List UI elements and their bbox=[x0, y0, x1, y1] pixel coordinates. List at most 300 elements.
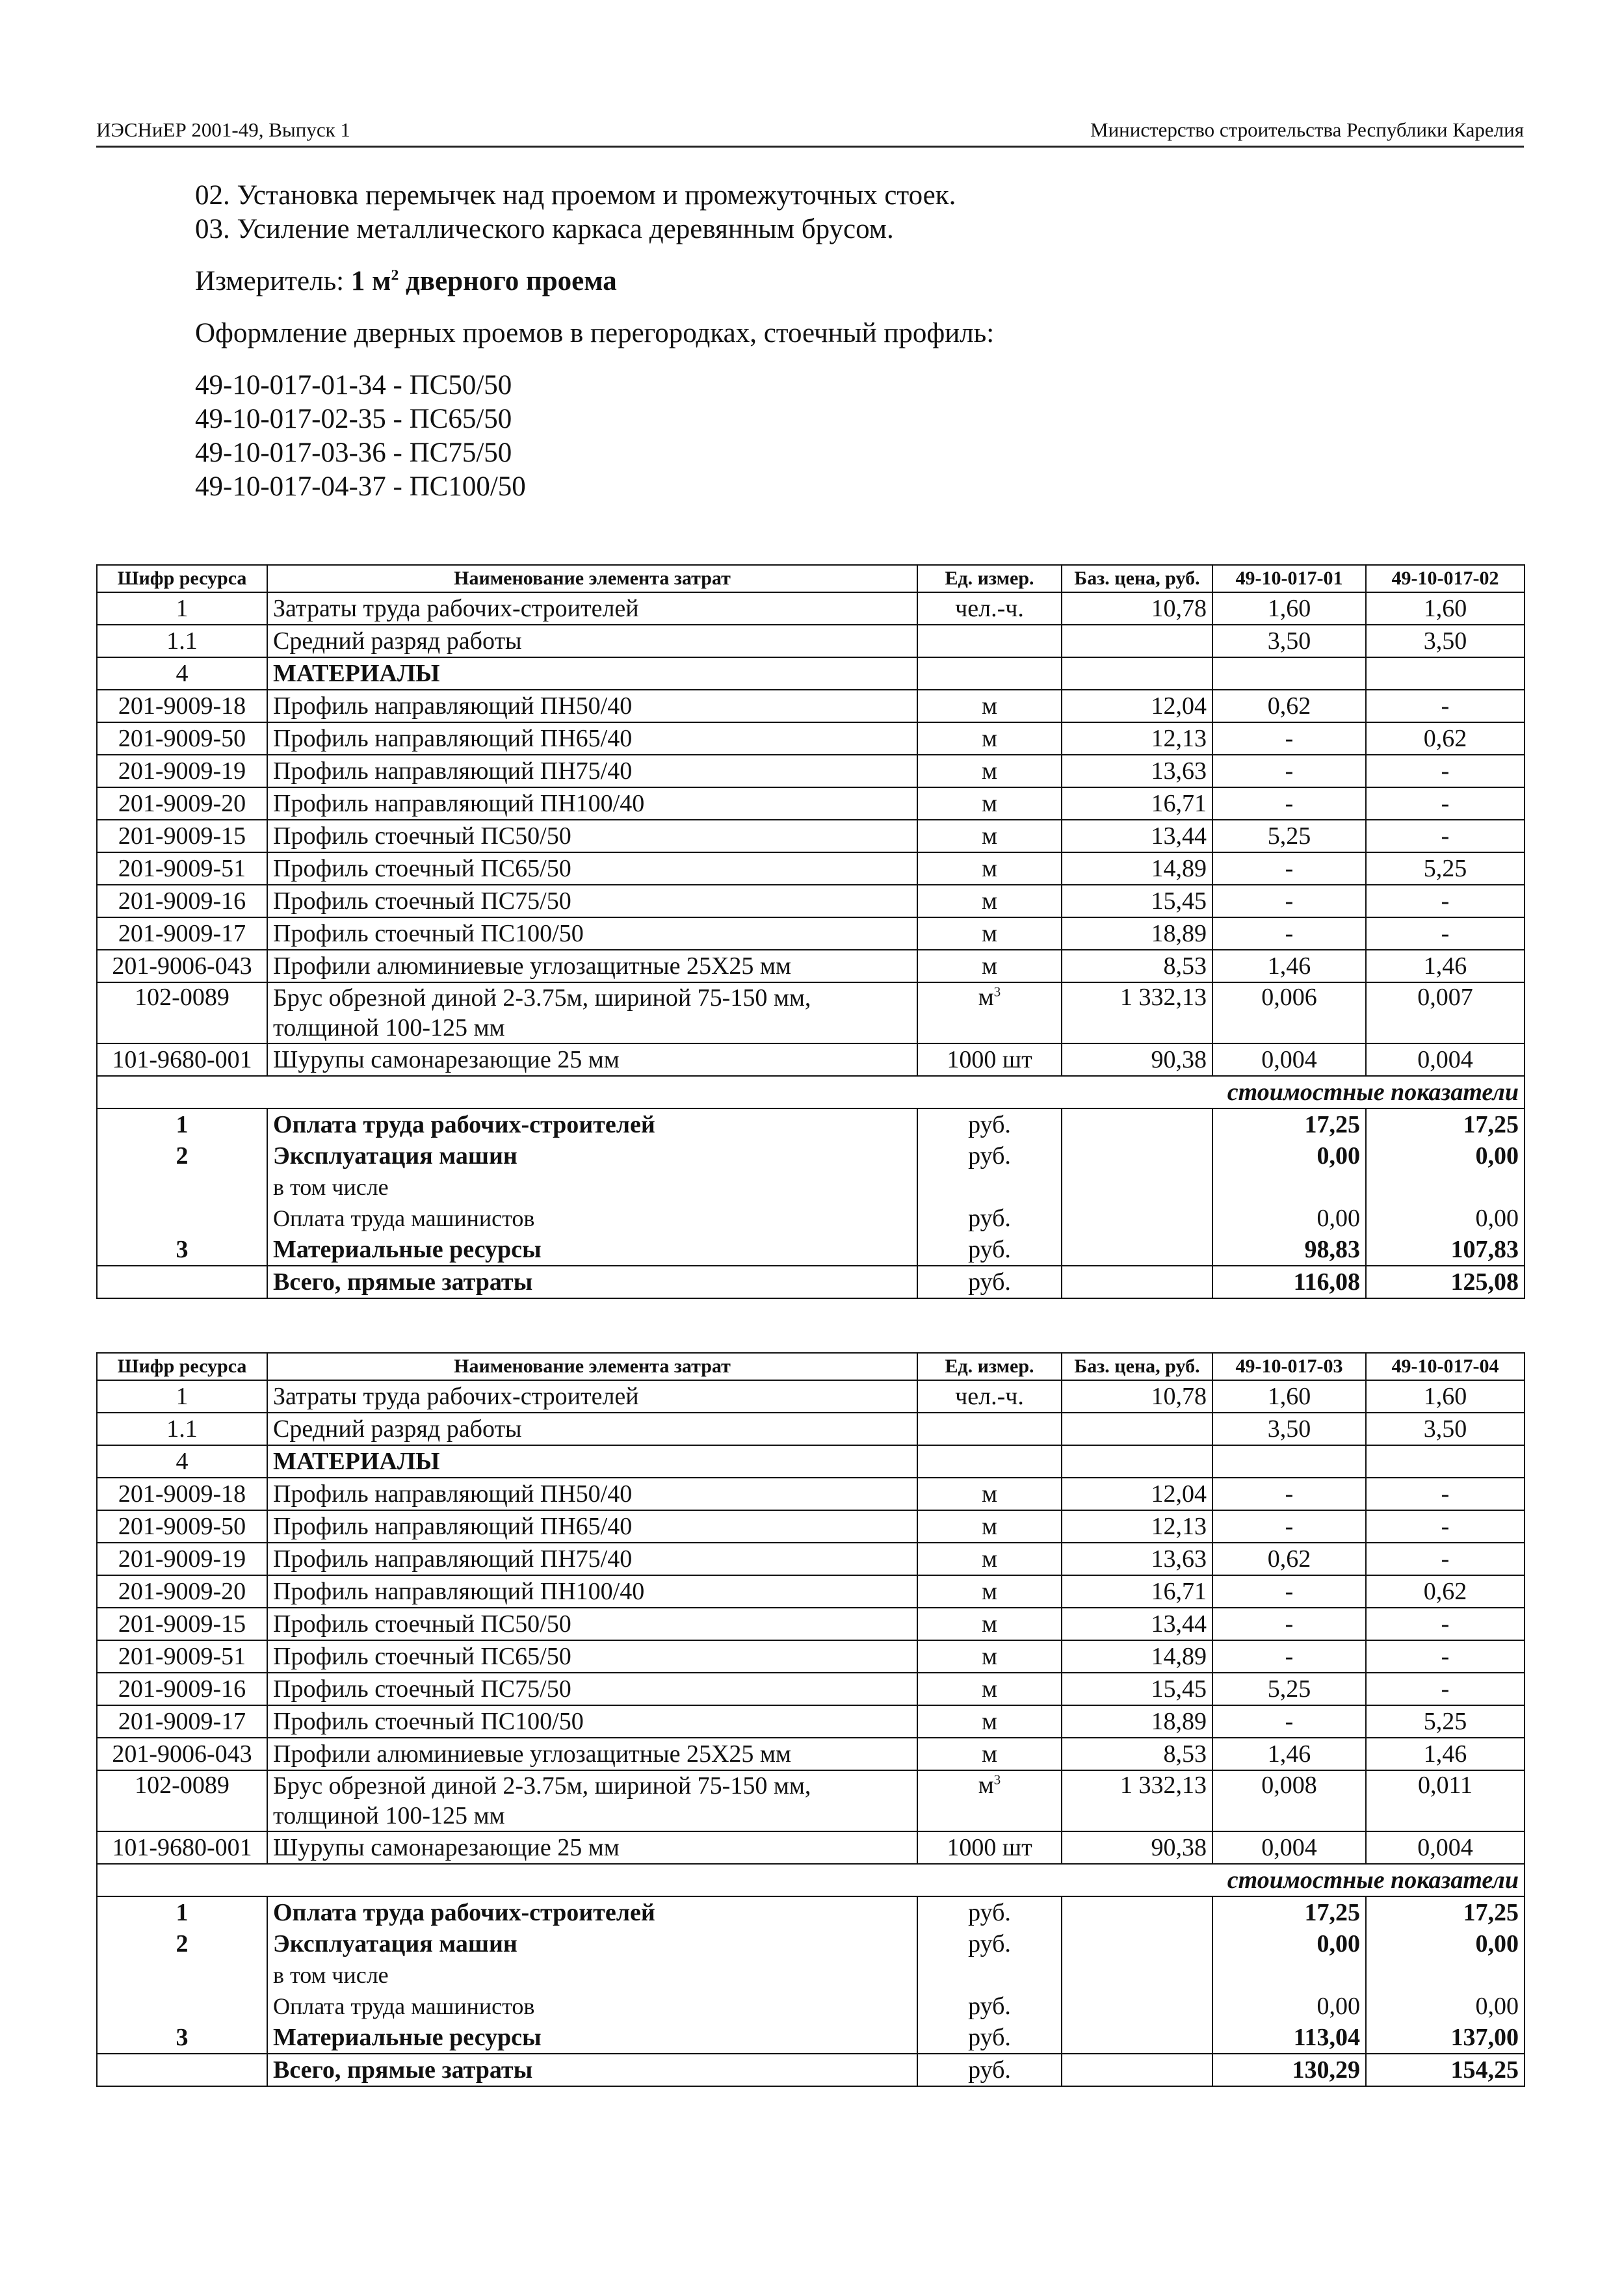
value-b: 0,007 bbox=[1366, 982, 1525, 1043]
cost-empty bbox=[1062, 1928, 1212, 1959]
resource-name: Профиль стоечный ПС75/50 bbox=[267, 885, 917, 917]
value-a: - bbox=[1212, 787, 1366, 820]
base-price: 1 332,13 bbox=[1062, 1770, 1212, 1831]
header-right: Министерство строительства Республики Карелия bbox=[1090, 118, 1524, 141]
resource-unit bbox=[917, 1380, 1062, 1413]
resource-unit bbox=[917, 690, 1062, 722]
cost-value-a bbox=[1212, 1172, 1366, 1203]
unit-text: м bbox=[981, 887, 998, 915]
cost-unit: руб. bbox=[917, 2054, 1062, 2086]
intro-line: 02. Установка перемычек над проемом и промежуточных стоек. bbox=[195, 180, 956, 211]
page-header bbox=[96, 116, 1524, 148]
cost-name: Материальные ресурсы bbox=[267, 2022, 917, 2054]
cost-value-a: 0,00 bbox=[1212, 1140, 1366, 1172]
resource-name: Профиль направляющий ПН65/40 bbox=[267, 722, 917, 755]
table-row bbox=[97, 787, 1525, 820]
cost-value-b: 154,25 bbox=[1366, 2054, 1525, 2086]
cost-name: в том числе bbox=[267, 1959, 917, 1991]
value-a bbox=[1212, 1445, 1366, 1478]
col-header-unit: Ед. измер. bbox=[917, 1353, 1062, 1380]
unit-text: м bbox=[981, 855, 998, 882]
estimate-table-1 bbox=[96, 564, 1525, 1299]
unit-text: 1000 шт bbox=[947, 1834, 1032, 1861]
resource-name: Брус обрезной диной 2-3.75м, шириной 75-150 мм, толщиной 100-125 мм bbox=[267, 982, 917, 1043]
intro-block bbox=[195, 179, 994, 504]
value-a: 1,46 bbox=[1212, 1738, 1366, 1770]
cost-value-b: 17,25 bbox=[1366, 1896, 1525, 1928]
value-b: 1,46 bbox=[1366, 950, 1525, 982]
resource-code: 1 bbox=[97, 592, 267, 625]
base-price: 12,04 bbox=[1062, 1478, 1212, 1510]
cost-value-a: 0,00 bbox=[1212, 1928, 1366, 1959]
cost-unit: руб. bbox=[917, 1234, 1062, 1266]
value-a: - bbox=[1212, 1608, 1366, 1640]
unit-text: м bbox=[981, 822, 998, 850]
resource-name: Профиль направляющий ПН65/40 bbox=[267, 1510, 917, 1543]
col-header-unit: Ед. измер. bbox=[917, 565, 1062, 592]
cost-row bbox=[97, 1959, 1525, 1991]
base-price: 18,89 bbox=[1062, 1705, 1212, 1738]
table-row bbox=[97, 1478, 1525, 1510]
cost-code bbox=[97, 1266, 267, 1298]
cost-name: Материальные ресурсы bbox=[267, 1234, 917, 1266]
cost-row bbox=[97, 1991, 1525, 2022]
header-row bbox=[97, 1353, 1525, 1380]
col-header-price: Баз. цена, руб. bbox=[1062, 565, 1212, 592]
cost-row bbox=[97, 1266, 1525, 1298]
cost-unit: руб. bbox=[917, 1203, 1062, 1234]
value-b: - bbox=[1366, 1543, 1525, 1575]
stoim-row bbox=[97, 1864, 1525, 1896]
value-a: 0,62 bbox=[1212, 690, 1366, 722]
resource-code: 1 bbox=[97, 1380, 267, 1413]
unit-text: м bbox=[978, 984, 994, 1011]
table-row bbox=[97, 917, 1525, 950]
unit-sup: 3 bbox=[993, 1772, 1001, 1788]
unit-text: м bbox=[981, 952, 998, 980]
cost-value-b: 107,83 bbox=[1366, 1234, 1525, 1266]
resource-code: 201-9009-19 bbox=[97, 1543, 267, 1575]
resource-unit bbox=[917, 1673, 1062, 1705]
col-header-code: Шифр ресурса bbox=[97, 565, 267, 592]
value-a bbox=[1212, 657, 1366, 690]
resource-code: 101-9680-001 bbox=[97, 1043, 267, 1076]
base-price bbox=[1062, 657, 1212, 690]
cost-empty bbox=[1062, 1991, 1212, 2022]
cost-name: Оплата труда рабочих-строителей bbox=[267, 1896, 917, 1928]
value-b: - bbox=[1366, 1673, 1525, 1705]
stoim-label: стоимостные показатели bbox=[97, 1864, 1525, 1896]
resource-code: 201-9009-51 bbox=[97, 852, 267, 885]
value-b: - bbox=[1366, 917, 1525, 950]
base-price: 1 332,13 bbox=[1062, 982, 1212, 1043]
resource-unit bbox=[917, 1413, 1062, 1445]
header-row bbox=[97, 565, 1525, 592]
cost-value-a bbox=[1212, 1959, 1366, 1991]
cost-value-b: 0,00 bbox=[1366, 1203, 1525, 1234]
value-b: 0,004 bbox=[1366, 1831, 1525, 1864]
unit-text: чел.-ч. bbox=[955, 595, 1024, 622]
value-a: 1,60 bbox=[1212, 592, 1366, 625]
base-price: 90,38 bbox=[1062, 1831, 1212, 1864]
cost-code bbox=[97, 1203, 267, 1234]
code-line: 49-10-017-01-34 - ПС50/50 bbox=[195, 370, 512, 400]
resource-code: 201-9009-18 bbox=[97, 1478, 267, 1510]
cost-name: Оплата труда рабочих-строителей bbox=[267, 1108, 917, 1140]
cost-name: Всего, прямые затраты bbox=[267, 2054, 917, 2086]
resource-name: Затраты труда рабочих-строителей bbox=[267, 1380, 917, 1413]
resource-name: МАТЕРИАЛЫ bbox=[267, 657, 917, 690]
resource-code: 201-9009-17 bbox=[97, 1705, 267, 1738]
cost-code bbox=[97, 1959, 267, 1991]
value-a: - bbox=[1212, 852, 1366, 885]
cost-name: Оплата труда машинистов bbox=[267, 1203, 917, 1234]
base-price: 13,63 bbox=[1062, 755, 1212, 787]
value-b: 3,50 bbox=[1366, 1413, 1525, 1445]
cost-value-b bbox=[1366, 1172, 1525, 1203]
table-row bbox=[97, 1640, 1525, 1673]
cost-value-b: 0,00 bbox=[1366, 1991, 1525, 2022]
table-row bbox=[97, 1608, 1525, 1640]
cost-value-a: 0,00 bbox=[1212, 1203, 1366, 1234]
resource-name: МАТЕРИАЛЫ bbox=[267, 1445, 917, 1478]
cost-empty bbox=[1062, 1203, 1212, 1234]
col-header-code: Шифр ресурса bbox=[97, 1353, 267, 1380]
table-row bbox=[97, 1445, 1525, 1478]
value-a: 0,004 bbox=[1212, 1831, 1366, 1864]
cost-unit: руб. bbox=[917, 1266, 1062, 1298]
cost-unit: руб. bbox=[917, 1108, 1062, 1140]
value-b bbox=[1366, 657, 1525, 690]
cost-unit: руб. bbox=[917, 1991, 1062, 2022]
resource-name: Профиль направляющий ПН75/40 bbox=[267, 1543, 917, 1575]
estimate-table-2 bbox=[96, 1352, 1525, 2087]
cost-code bbox=[97, 1172, 267, 1203]
cost-value-a: 17,25 bbox=[1212, 1896, 1366, 1928]
base-price: 8,53 bbox=[1062, 1738, 1212, 1770]
cost-row bbox=[97, 1108, 1525, 1140]
resource-unit bbox=[917, 592, 1062, 625]
intro-subtitle: Оформление дверных проемов в перегородках, стоечный профиль: bbox=[195, 318, 995, 348]
cost-row bbox=[97, 1172, 1525, 1203]
resource-name: Профиль стоечный ПС50/50 bbox=[267, 820, 917, 852]
col-header-a: 49-10-017-03 bbox=[1212, 1353, 1366, 1380]
value-a: - bbox=[1212, 917, 1366, 950]
resource-name: Затраты труда рабочих-строителей bbox=[267, 592, 917, 625]
cost-code: 2 bbox=[97, 1928, 267, 1959]
code-line: 49-10-017-03-36 - ПС75/50 bbox=[195, 438, 512, 468]
resource-code: 1.1 bbox=[97, 1413, 267, 1445]
resource-name: Профиль стоечный ПС50/50 bbox=[267, 1608, 917, 1640]
table-row bbox=[97, 852, 1525, 885]
resource-unit bbox=[917, 1608, 1062, 1640]
table-row bbox=[97, 755, 1525, 787]
table-row bbox=[97, 1673, 1525, 1705]
cost-code bbox=[97, 1991, 267, 2022]
resource-name: Профиль стоечный ПС75/50 bbox=[267, 1673, 917, 1705]
resource-name: Профиль стоечный ПС100/50 bbox=[267, 917, 917, 950]
base-price: 10,78 bbox=[1062, 1380, 1212, 1413]
resource-name: Профиль направляющий ПН50/40 bbox=[267, 690, 917, 722]
resource-name: Профиль направляющий ПН100/40 bbox=[267, 787, 917, 820]
col-header-b: 49-10-017-04 bbox=[1366, 1353, 1525, 1380]
cost-row bbox=[97, 1928, 1525, 1959]
cost-value-b bbox=[1366, 1959, 1525, 1991]
base-price bbox=[1062, 625, 1212, 657]
resource-unit bbox=[917, 1478, 1062, 1510]
unit-text: м bbox=[981, 1610, 998, 1638]
meter-label: Измеритель: bbox=[195, 266, 351, 296]
cost-code bbox=[97, 2054, 267, 2086]
value-a: - bbox=[1212, 885, 1366, 917]
value-b: 5,25 bbox=[1366, 1705, 1525, 1738]
cost-row bbox=[97, 1896, 1525, 1928]
base-price: 13,63 bbox=[1062, 1543, 1212, 1575]
unit-text: м bbox=[981, 920, 998, 947]
cost-name: Эксплуатация машин bbox=[267, 1140, 917, 1172]
table-row bbox=[97, 1575, 1525, 1608]
unit-text: 1000 шт bbox=[947, 1046, 1032, 1073]
value-a: 0,008 bbox=[1212, 1770, 1366, 1831]
table-row bbox=[97, 1510, 1525, 1543]
resource-unit bbox=[917, 885, 1062, 917]
value-a: - bbox=[1212, 1575, 1366, 1608]
resource-name: Профиль направляющий ПН50/40 bbox=[267, 1478, 917, 1510]
table-row bbox=[97, 1738, 1525, 1770]
cost-code: 2 bbox=[97, 1140, 267, 1172]
base-price: 12,04 bbox=[1062, 690, 1212, 722]
value-a: - bbox=[1212, 1640, 1366, 1673]
resource-unit bbox=[917, 917, 1062, 950]
cost-code: 1 bbox=[97, 1896, 267, 1928]
cost-value-b: 0,00 bbox=[1366, 1928, 1525, 1959]
value-a: - bbox=[1212, 722, 1366, 755]
cost-value-a: 98,83 bbox=[1212, 1234, 1366, 1266]
unit-text: м bbox=[981, 1578, 998, 1605]
resource-code: 201-9006-043 bbox=[97, 1738, 267, 1770]
value-a: 1,60 bbox=[1212, 1380, 1366, 1413]
value-b: - bbox=[1366, 1608, 1525, 1640]
col-header-name: Наименование элемента затрат bbox=[267, 1353, 917, 1380]
base-price: 18,89 bbox=[1062, 917, 1212, 950]
resource-unit bbox=[917, 852, 1062, 885]
resource-unit bbox=[917, 1543, 1062, 1575]
value-b: - bbox=[1366, 755, 1525, 787]
resource-code: 1.1 bbox=[97, 625, 267, 657]
resource-unit bbox=[917, 787, 1062, 820]
resource-name: Профили алюминиевые углозащитные 25Х25 мм bbox=[267, 950, 917, 982]
value-a: 3,50 bbox=[1212, 1413, 1366, 1445]
unit-text: чел.-ч. bbox=[955, 1383, 1024, 1410]
cost-row bbox=[97, 1140, 1525, 1172]
value-a: 1,46 bbox=[1212, 950, 1366, 982]
base-price bbox=[1062, 1413, 1212, 1445]
cost-empty bbox=[1062, 1234, 1212, 1266]
cost-unit: руб. bbox=[917, 2022, 1062, 2054]
cost-empty bbox=[1062, 1172, 1212, 1203]
cost-value-a: 0,00 bbox=[1212, 1991, 1366, 2022]
unit-text: м bbox=[981, 692, 998, 720]
value-a: 5,25 bbox=[1212, 1673, 1366, 1705]
resource-name: Шурупы самонарезающие 25 мм bbox=[267, 1831, 917, 1864]
resource-name: Брус обрезной диной 2-3.75м, шириной 75-150 мм, толщиной 100-125 мм bbox=[267, 1770, 917, 1831]
resource-unit bbox=[917, 1738, 1062, 1770]
cost-row bbox=[97, 1234, 1525, 1266]
unit-text: м bbox=[981, 790, 998, 817]
cost-empty bbox=[1062, 2022, 1212, 2054]
cost-unit bbox=[917, 1172, 1062, 1203]
resource-name: Шурупы самонарезающие 25 мм bbox=[267, 1043, 917, 1076]
resource-code: 201-9009-50 bbox=[97, 1510, 267, 1543]
header-left: ИЭСНиЕР 2001-49, Выпуск 1 bbox=[96, 118, 350, 141]
resource-name: Профиль стоечный ПС65/50 bbox=[267, 852, 917, 885]
cost-empty bbox=[1062, 1266, 1212, 1298]
cost-value-b: 125,08 bbox=[1366, 1266, 1525, 1298]
value-b: 0,004 bbox=[1366, 1043, 1525, 1076]
cost-empty bbox=[1062, 1108, 1212, 1140]
base-price: 14,89 bbox=[1062, 1640, 1212, 1673]
value-a: - bbox=[1212, 1510, 1366, 1543]
base-price: 16,71 bbox=[1062, 787, 1212, 820]
cost-value-b: 17,25 bbox=[1366, 1108, 1525, 1140]
resource-code: 201-9006-043 bbox=[97, 950, 267, 982]
resource-name: Профиль направляющий ПН75/40 bbox=[267, 755, 917, 787]
unit-sup: 3 bbox=[993, 984, 1001, 1000]
cost-code: 3 bbox=[97, 2022, 267, 2054]
resource-unit bbox=[917, 722, 1062, 755]
resource-unit bbox=[917, 625, 1062, 657]
base-price: 12,13 bbox=[1062, 722, 1212, 755]
table-row bbox=[97, 1831, 1525, 1864]
resource-name: Профиль направляющий ПН100/40 bbox=[267, 1575, 917, 1608]
resource-code: 201-9009-17 bbox=[97, 917, 267, 950]
value-b: - bbox=[1366, 1478, 1525, 1510]
resource-code: 4 bbox=[97, 1445, 267, 1478]
value-b: 0,62 bbox=[1366, 1575, 1525, 1608]
resource-code: 201-9009-51 bbox=[97, 1640, 267, 1673]
resource-unit bbox=[917, 950, 1062, 982]
resource-unit bbox=[917, 1043, 1062, 1076]
table-row bbox=[97, 820, 1525, 852]
unit-text: м bbox=[981, 1545, 998, 1573]
resource-unit bbox=[917, 1445, 1062, 1478]
cost-row bbox=[97, 1203, 1525, 1234]
cost-value-a: 113,04 bbox=[1212, 2022, 1366, 2054]
resource-unit bbox=[917, 820, 1062, 852]
resource-name: Профиль стоечный ПС100/50 bbox=[267, 1705, 917, 1738]
stoim-label: стоимостные показатели bbox=[97, 1076, 1525, 1108]
base-price: 12,13 bbox=[1062, 1510, 1212, 1543]
value-b bbox=[1366, 1445, 1525, 1478]
base-price: 13,44 bbox=[1062, 1608, 1212, 1640]
base-price bbox=[1062, 1445, 1212, 1478]
col-header-b: 49-10-017-02 bbox=[1366, 565, 1525, 592]
value-b: - bbox=[1366, 885, 1525, 917]
table-row bbox=[97, 885, 1525, 917]
cost-unit bbox=[917, 1959, 1062, 1991]
cost-empty bbox=[1062, 2054, 1212, 2086]
cost-name: Всего, прямые затраты bbox=[267, 1266, 917, 1298]
col-header-name: Наименование элемента затрат bbox=[267, 565, 917, 592]
cost-value-b: 0,00 bbox=[1366, 1140, 1525, 1172]
resource-code: 101-9680-001 bbox=[97, 1831, 267, 1864]
value-b: 1,60 bbox=[1366, 1380, 1525, 1413]
resource-code: 201-9009-18 bbox=[97, 690, 267, 722]
meter-line bbox=[195, 265, 994, 298]
value-a: 0,004 bbox=[1212, 1043, 1366, 1076]
cost-name: Оплата труда машинистов bbox=[267, 1991, 917, 2022]
cost-empty bbox=[1062, 1959, 1212, 1991]
table-row bbox=[97, 1770, 1525, 1831]
resource-unit bbox=[917, 1575, 1062, 1608]
base-price: 13,44 bbox=[1062, 820, 1212, 852]
stoim-row bbox=[97, 1076, 1525, 1108]
base-price: 90,38 bbox=[1062, 1043, 1212, 1076]
cost-code: 3 bbox=[97, 1234, 267, 1266]
resource-unit bbox=[917, 1510, 1062, 1543]
col-header-price: Баз. цена, руб. bbox=[1062, 1353, 1212, 1380]
value-b: 1,46 bbox=[1366, 1738, 1525, 1770]
resource-code: 201-9009-20 bbox=[97, 1575, 267, 1608]
unit-text: м bbox=[981, 1675, 998, 1703]
cost-value-a: 130,29 bbox=[1212, 2054, 1366, 2086]
base-price: 15,45 bbox=[1062, 1673, 1212, 1705]
value-a: - bbox=[1212, 755, 1366, 787]
resource-code: 4 bbox=[97, 657, 267, 690]
table-row bbox=[97, 625, 1525, 657]
cost-value-a: 116,08 bbox=[1212, 1266, 1366, 1298]
base-price: 15,45 bbox=[1062, 885, 1212, 917]
cost-value-a: 17,25 bbox=[1212, 1108, 1366, 1140]
resource-code: 102-0089 bbox=[97, 982, 267, 1043]
cost-empty bbox=[1062, 1896, 1212, 1928]
value-b: - bbox=[1366, 787, 1525, 820]
value-a: 5,25 bbox=[1212, 820, 1366, 852]
resource-code: 201-9009-16 bbox=[97, 1673, 267, 1705]
resource-code: 201-9009-15 bbox=[97, 820, 267, 852]
unit-text: м bbox=[981, 725, 998, 752]
intro-line: 03. Усиление металлического каркаса деревянным брусом. bbox=[195, 214, 894, 244]
unit-text: м bbox=[978, 1772, 994, 1799]
code-line: 49-10-017-02-35 - ПС65/50 bbox=[195, 404, 512, 434]
cost-name: Эксплуатация машин bbox=[267, 1928, 917, 1959]
base-price: 16,71 bbox=[1062, 1575, 1212, 1608]
meter-value: 1 $м^2$ дверного проема bbox=[350, 266, 617, 296]
resource-unit bbox=[917, 1705, 1062, 1738]
base-price: 10,78 bbox=[1062, 592, 1212, 625]
resource-name: Средний разряд работы bbox=[267, 625, 917, 657]
table-row bbox=[97, 722, 1525, 755]
value-a: - bbox=[1212, 1705, 1366, 1738]
resource-unit bbox=[917, 755, 1062, 787]
table-row bbox=[97, 690, 1525, 722]
value-b: - bbox=[1366, 820, 1525, 852]
table-row bbox=[97, 657, 1525, 690]
value-a: 0,006 bbox=[1212, 982, 1366, 1043]
cost-empty bbox=[1062, 1140, 1212, 1172]
unit-text: м bbox=[981, 1643, 998, 1670]
base-price: 14,89 bbox=[1062, 852, 1212, 885]
cost-unit: руб. bbox=[917, 1896, 1062, 1928]
table-row bbox=[97, 592, 1525, 625]
value-b: - bbox=[1366, 1510, 1525, 1543]
table-row bbox=[97, 1705, 1525, 1738]
cost-unit: руб. bbox=[917, 1140, 1062, 1172]
resource-unit bbox=[917, 982, 1062, 1043]
table-row bbox=[97, 982, 1525, 1043]
table-row bbox=[97, 1043, 1525, 1076]
resource-name: Средний разряд работы bbox=[267, 1413, 917, 1445]
